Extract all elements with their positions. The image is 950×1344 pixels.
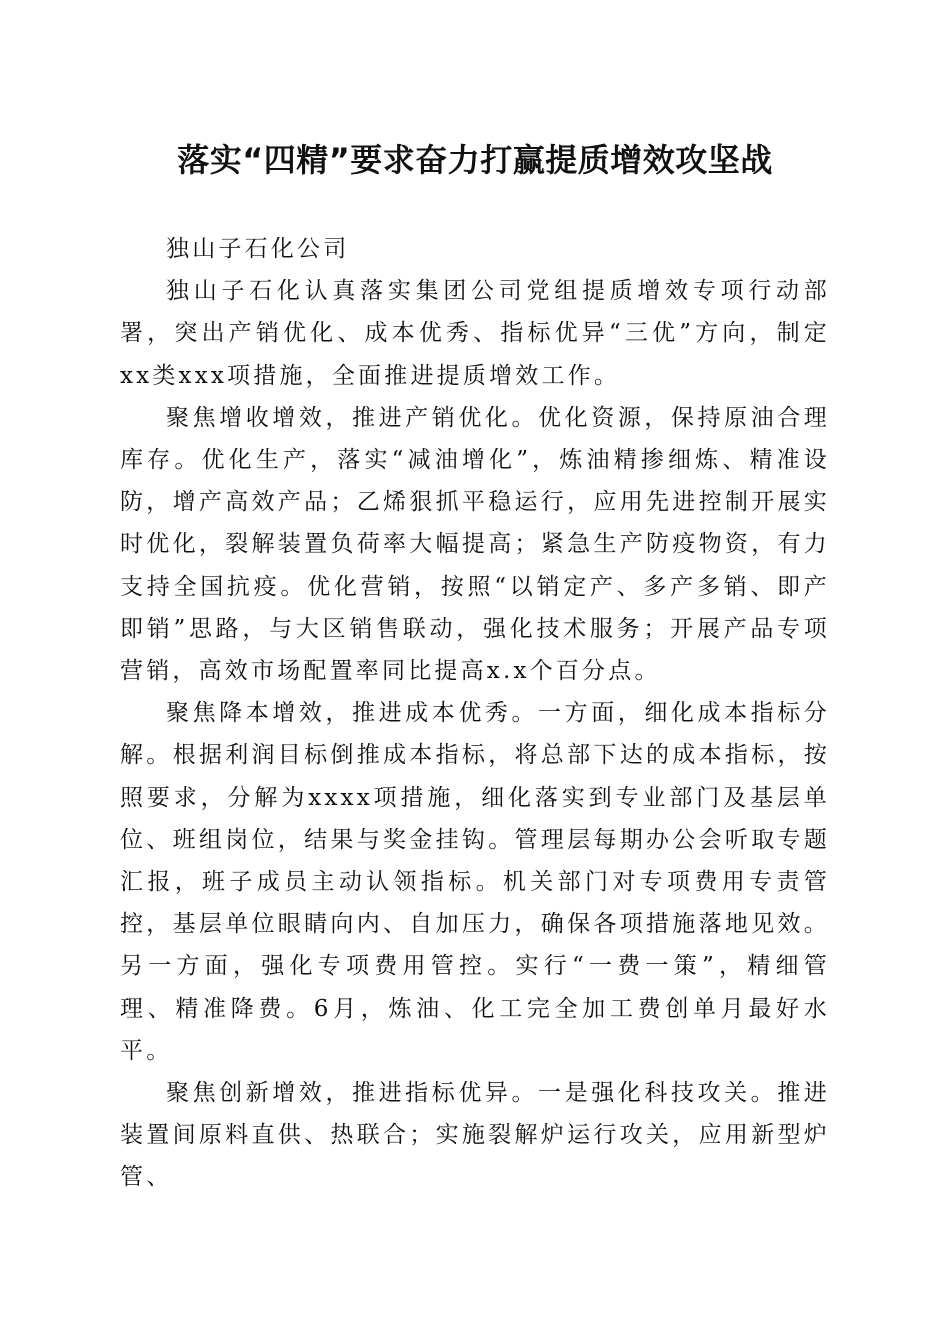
- author-line: 独山子石化公司: [166, 236, 350, 262]
- paragraph-cost-reduction: 聚焦降本增效，推进成本优秀。一方面，细化成本指标分解。根据利润目标倒推成本指标，将总部下达的成本指标，按照要求，分解为xxxx项措施，细化落实到专业部门及基层单位、班组岗位，结果与奖金挂钩。管理层每期办公会听取专题汇报，班子成员主动认领指标。机关部门对专项费用专责管控，基层单位眼睛向内、自加压力，确保各项措施落地见效。另一方面，强化专项费用管控。实行“一费一策”，精细管理、精准降费。6月，炼油、化工完全加工费创单月最好水平。: [120, 700, 830, 1064]
- paragraph-production-sales: 聚焦增收增效，推进产销优化。优化资源，保持原油合理库存。优化生产，落实“减油增化”，炼油精掺细炼、精准设防，增产高效产品；乙烯狠抓平稳运行，应用先进控制开展实时优化，裂解装置负荷率大幅提高；紧急生产防疫物资，有力支持全国抗疫。优化营销，按照“以销定产、多产多销、即产即销”思路，与大区销售联动，强化技术服务；开展产品专项营销，高效市场配置率同比提高x.x个百分点。: [120, 404, 830, 685]
- document-title: 落实“四精”要求奋力打赢提质增效攻坚战: [177, 141, 773, 179]
- paragraph-innovation: 聚焦创新增效，推进指标优异。一是强化科技攻关。推进装置间原料直供、热联合；实施裂解炉运行攻关，应用新型炉管、: [120, 1080, 830, 1191]
- paragraph-intro: 独山子石化认真落实集团公司党组提质增效专项行动部署，突出产销优化、成本优秀、指标优异“三优”方向，制定xx类xxx项措施，全面推进提质增效工作。: [120, 278, 830, 389]
- document-body: [120, 228, 830, 1199]
